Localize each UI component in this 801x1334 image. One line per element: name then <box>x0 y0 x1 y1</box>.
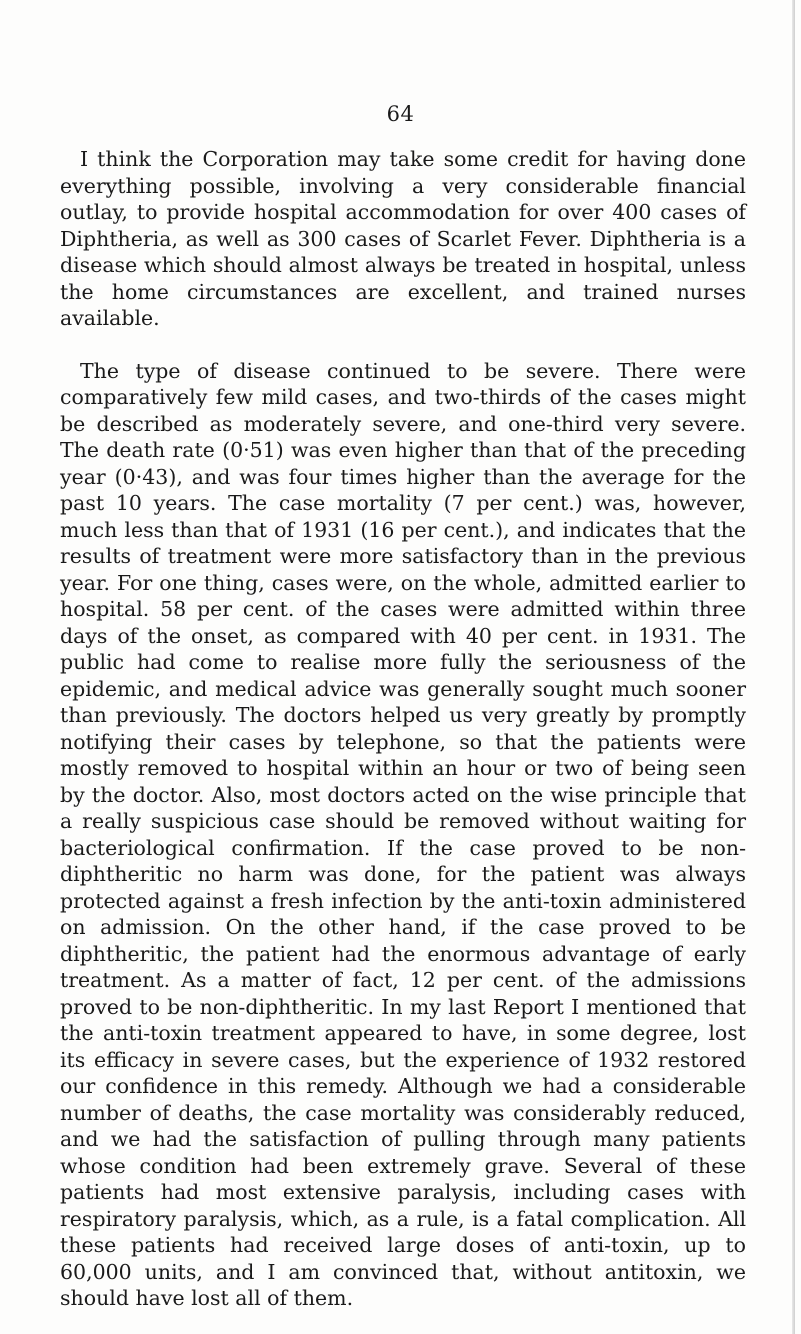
paragraph-2: The type of disease continued to be severe. There were comparatively few mild cases, and two-thirds of the cases might be described as moderately severe, and one-third very severe. The death rate (0·51) was even higher than that of the preceding year (0·43), and was four times higher than the average for the past 10 years. The case mortality (7 per cent.) was, however, much less than that of 1931 (16 per cent.), and indicates that the results of treatment were more satisfactory than in the previous year. For one thing, cases were, on the whole, admitted earlier to hospital. 58 per cent. of the cases were admitted within three days of the onset, as compared with 40 per cent. in 1931. The public had come to realise more fully the seriousness of the epidemic, and medical advice was generally sought much sooner than previously. The doctors helped us very greatly by promptly notifying their cases by telephone, so that the patients were mostly removed to hospital within an hour or two of being seen by the doctor. Also, most doctors acted on the wise principle that a really suspicious case should be removed without waiting for bacteriological confirmation. If the case proved to be non-diphtheritic no harm was done, for the patient was always protected against a fresh infection by the anti-toxin administered on admission. On the other hand, if the case proved to be diphtheritic, the patient had the enormous advantage of early treatment. As a matter of fact, 12 per cent. of the admissions proved to be non-diphtheritic. In my last Report I mentioned that the anti-toxin treatment appeared to have, in some degree, lost its efficacy in severe cases, but the experience of 1932 restored our confidence in this remedy. Although we had a considerable number of deaths, the case mortality was considerably reduced, and we had the satisfaction of pulling through many patients whose condition had been extremely grave. Several of these patients had most extensive paralysis, including cases with respiratory paralysis, which, as a rule, is a fatal complication. All these patients had received large doses of anti-toxin, up to 60,000 units, and I am convinced that, without antitoxin, we should have lost all of them. <box>60 358 746 1310</box>
body-text <box>60 146 746 1312</box>
page-edge <box>792 0 795 1334</box>
page-number: 64 <box>386 102 415 126</box>
paragraph-1: I think the Corporation may take some credit for having done everything possible, involving a very considerable financial outlay, to provide hospital accommodation for over 400 cases of Diphtheria, as well as 300 cases of Scarlet Fever. Diphtheria is a disease which should almost always be treated in hospital, unless the home circumstances are excellent, and trained nurses available. <box>60 147 746 330</box>
